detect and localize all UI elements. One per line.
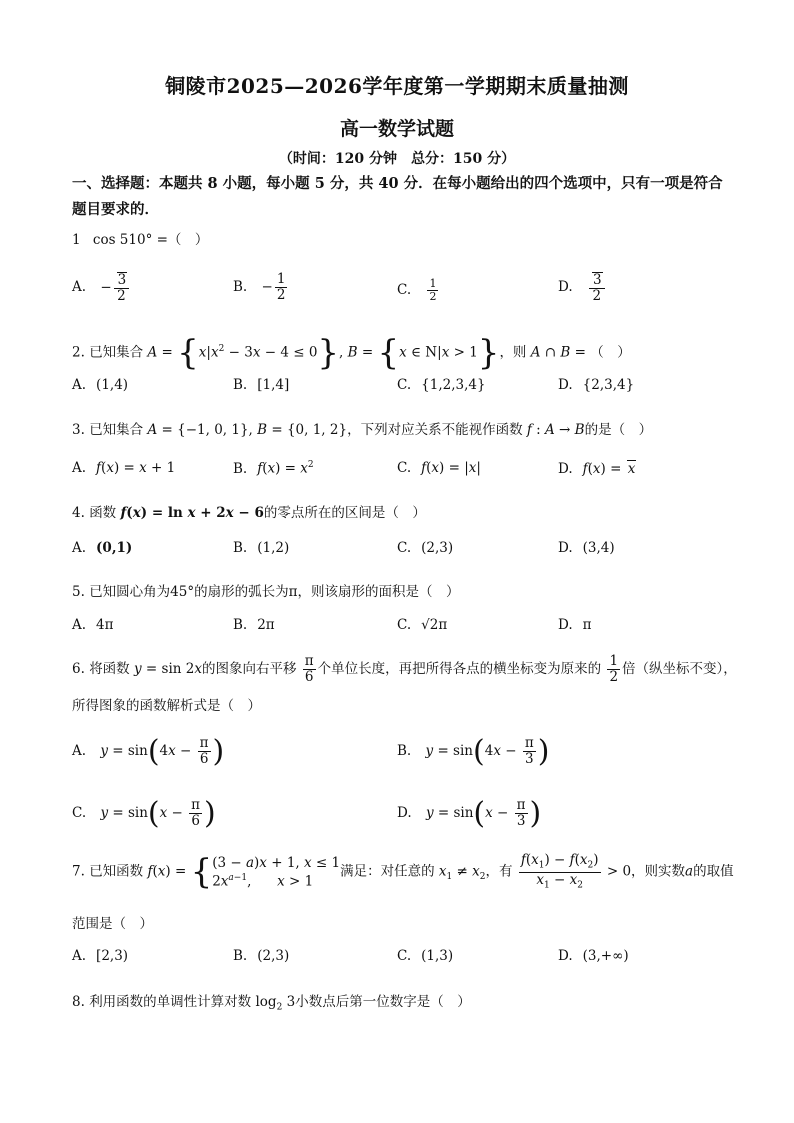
q2-option-d[interactable]: D. {2,3,4} (558, 377, 635, 393)
question-6-line-2: 所得图象的函数解析式是（ ） (72, 698, 261, 714)
q1-option-c[interactable]: C. $\frac{1}{2}$ (397, 277, 437, 304)
q3-option-d[interactable]: D. f(x) = x (558, 461, 636, 477)
q1-option-d[interactable]: D. $\frac{3}{2}$ (558, 272, 607, 304)
q4-option-a[interactable]: A. (0,1) (72, 540, 133, 556)
q7-option-c[interactable]: C. (1,3) (397, 948, 454, 964)
q1-option-b[interactable]: B. − $\frac{1}{2}$ (233, 271, 286, 303)
q1-option-a[interactable]: A. − $\frac{3}{2}$ (72, 272, 131, 304)
q3-option-b[interactable]: B. $f(x) = x^2$ (233, 460, 314, 477)
section-heading: 一、选择题：本题共 8 小题，每小题 5 分，共 40 分．在每小题给出的四个选项中，只有一项是符合题目要求的． (72, 175, 723, 218)
q7-option-d[interactable]: D. (3,+∞) (558, 948, 629, 964)
question-7-line-2: 范围是（ ） (72, 916, 153, 932)
question-4: 4. 函数 f(x) = ln x + 2x − 6的零点所在的区间是（ ） (72, 505, 426, 521)
q6-option-d[interactable]: D. y = sin(x − $\frac{\pi}{3}$ ) (397, 796, 542, 831)
q4-option-d[interactable]: D. (3,4) (558, 540, 615, 556)
q6-option-b[interactable]: B. y = sin(4x − $\frac{\pi}{3}$ ) (397, 734, 550, 769)
q7-option-b[interactable]: B. (2,3) (233, 948, 290, 964)
question-text: cos 510° =（ ） (92, 232, 209, 248)
q5-option-c[interactable]: C. √2π (397, 617, 448, 633)
exam-subtitle: 高一数学试题 (339, 118, 454, 140)
question-2: 2. 已知集合 $A = \{x|x^2 - 3x - 4 \le 0\}$, B = {x ∈ N|x > 1}，则 A ∩ B = （ ） (72, 333, 631, 373)
q4-option-b[interactable]: B. (1,2) (233, 540, 290, 556)
q2-option-b[interactable]: B. [1,4] (233, 377, 290, 393)
exam-title: 铜陵市2025—2026学年度第一学期期末质量抽测 (165, 74, 629, 98)
question-8: 8. 利用函数的单调性计算对数 $\log_2 3$小数点后第一位数字是（ ） (72, 994, 471, 1013)
question-7: 7. 已知函数 f(x) = { (3 − a)x + 1, x ≤ 1 $2x^{a-1}$, x > 1 满足：对任意的 $x_1 \ne x_2$，有 $\frac{f(x_1) - f(x_2)}{x_1 - x_2}$ > 0，则实数a的取值 (72, 851, 734, 892)
q2-option-a[interactable]: A. (1,4) (72, 377, 129, 393)
q5-option-d[interactable]: D. π (558, 617, 592, 633)
q6-option-c[interactable]: C. y = sin(x − $\frac{\pi}{6}$ ) (72, 796, 216, 831)
q5-option-a[interactable]: A. 4π (72, 617, 114, 633)
q5-option-b[interactable]: B. 2π (233, 617, 275, 633)
exam-meta: （时间：120 分钟 总分：150 分） (278, 151, 516, 167)
question-6: 6. 将函数 y = sin 2x的图象向右平移 $\frac{\pi}{6}$ 个单位长度，再把所得各点的横坐标变为原来的 $\frac{1}{2}$ 倍（纵坐标不变）， (72, 653, 737, 685)
question-number: 1 (72, 232, 81, 248)
q3-option-a[interactable]: A. f(x) = x + 1 (72, 460, 176, 476)
question-1 (72, 228, 208, 248)
q7-option-a[interactable]: A. [2,3) (72, 948, 129, 964)
question-3: 3. 已知集合 A = {−1, 0, 1}, B = {0, 1, 2}，下列对应关系不能视作函数 f : A → B的是（ ） (72, 422, 653, 438)
question-5: 5. 已知圆心角为45°的扇形的弧长为π，则该扇形的面积是（ ） (72, 584, 460, 600)
q6-option-a[interactable]: A. y = sin(4x − $\frac{\pi}{6}$ ) (72, 734, 225, 769)
q2-option-c[interactable]: C. {1,2,3,4} (397, 377, 486, 393)
q4-option-c[interactable]: C. (2,3) (397, 540, 454, 556)
q3-option-c[interactable]: C. f(x) = |x| (397, 460, 481, 476)
